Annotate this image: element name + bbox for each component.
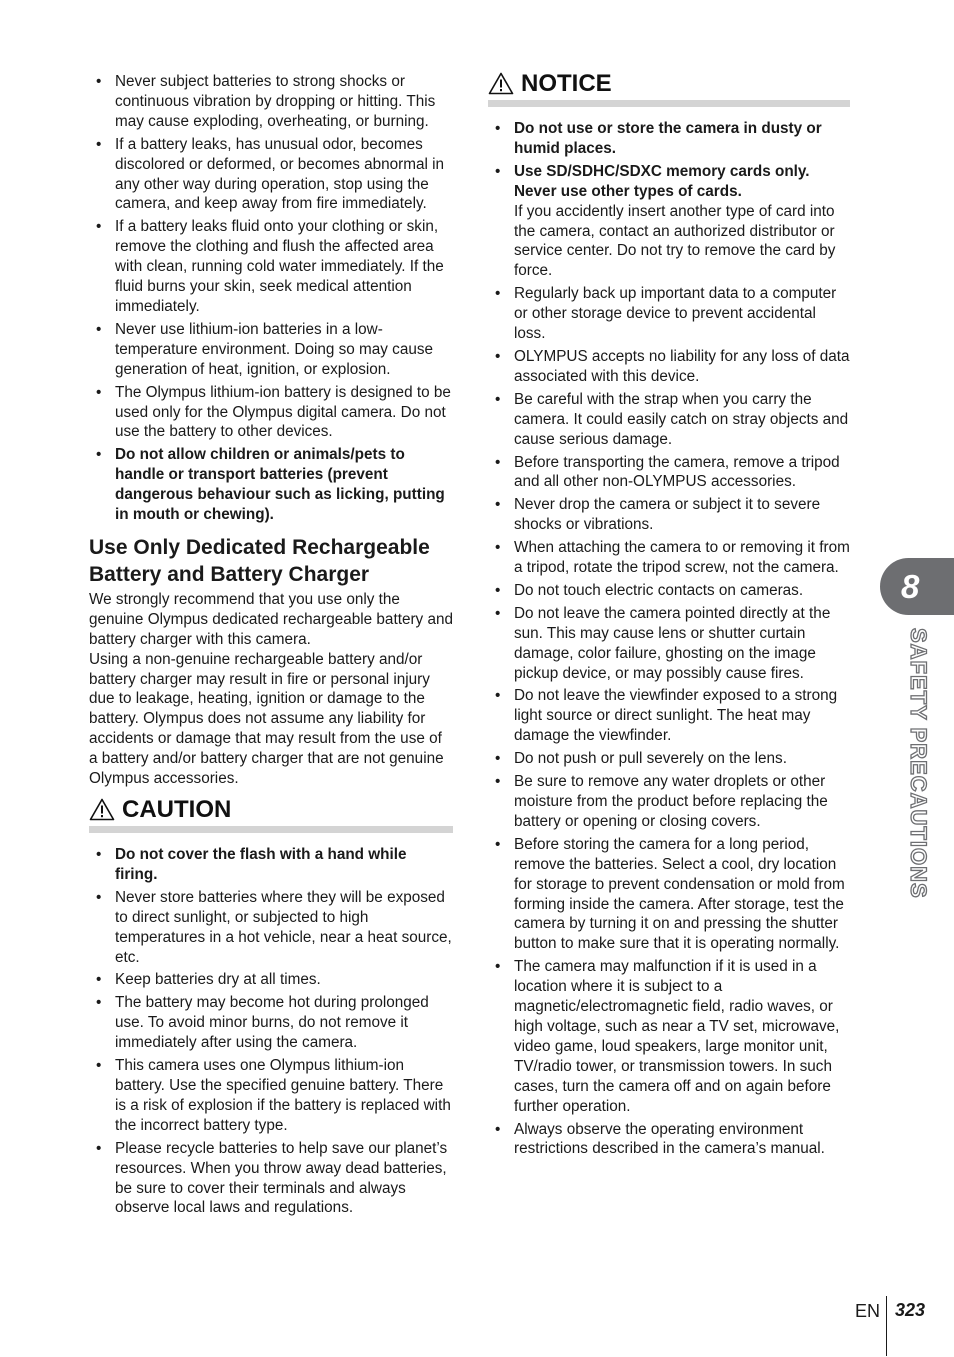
list-item	[89, 993, 453, 1053]
list-item	[89, 217, 453, 317]
list-item-text: Please recycle batteries to help save our planet’s resources. When you throw away dead batteries, be sure to cover their terminals and always observe local laws and regulations.	[115, 1139, 448, 1217]
bullet-icon: •	[495, 347, 501, 365]
list-item-text: This camera uses one Olympus lithium-ion battery. Use the specified genuine battery. There is a risk of explosion if the battery is replaced with the incorrect battery type.	[115, 1057, 451, 1134]
battery-warning-list	[89, 72, 453, 525]
list-item	[488, 162, 850, 281]
list-item	[89, 970, 453, 990]
right-column	[488, 70, 850, 1162]
list-item	[488, 1120, 850, 1160]
warning-triangle-icon	[488, 72, 514, 95]
bullet-icon: •	[96, 320, 102, 338]
bullet-icon: •	[495, 581, 501, 599]
list-item-text: Regularly back up important data to a computer or other storage device to prevent accidental loss.	[514, 285, 837, 343]
list-item	[488, 686, 850, 746]
notice-label: NOTICE	[521, 70, 612, 97]
list-item	[89, 72, 453, 132]
bullet-icon: •	[495, 835, 501, 853]
list-item-text: Be careful with the strap when you carry the camera. It could easily catch on stray objects and cause serious damage.	[514, 390, 849, 448]
list-item-text: Do not leave the camera pointed directly at the sun. This may cause lens or shutter curtain damage, color failure, ghosting on the image pickup device, or may possibly cause fires.	[514, 604, 831, 682]
list-item-text: Do not cover the flash with a hand while firing.	[115, 846, 407, 883]
list-item-text: Before storing the camera for a long period, remove the batteries. Select a cool, dry location for storage to prevent condensation or mold from forming inside the camera. After storage, test the camera by turning it on and pressing the shutter button to make sure that it is operating normally.	[514, 835, 845, 953]
list-item-text: The battery may become hot during prolonged use. To avoid minor burns, do not remove it immediately after using the camera.	[115, 994, 429, 1052]
bullet-icon: •	[495, 496, 501, 514]
list-item	[488, 119, 850, 159]
list-item-text: Always observe the operating environment restrictions described in the camera’s manual.	[514, 1120, 825, 1158]
list-item	[488, 749, 850, 769]
list-item-text: Never store batteries where they will be exposed to direct sunlight, or subjected to high temperatures in a hot vehicle, near a heat source, etc.	[115, 888, 452, 966]
bullet-icon: •	[495, 539, 501, 557]
bullet-icon: •	[96, 135, 102, 153]
list-item-text: Do not allow children or animals/pets to handle or transport batteries (prevent dangerous behaviour such as licking, putting in mouth or chewing).	[115, 446, 445, 524]
list-item	[89, 445, 453, 525]
bullet-icon: •	[96, 846, 102, 863]
bullet-icon: •	[96, 446, 102, 464]
section-subheading: Use Only Dedicated Rechargeable Battery and Battery Charger	[89, 535, 430, 586]
list-item-detail: If you accidently insert another type of card into the camera, contact an authorized distributor or service center. Do not try to remove the card by force.	[514, 202, 836, 280]
caution-heading	[89, 796, 453, 833]
list-item-text: Use SD/SDHC/SDXC memory cards only. Never use other types of cards.	[514, 162, 810, 200]
left-column	[89, 70, 453, 1221]
list-item	[488, 390, 850, 450]
bullet-icon: •	[96, 888, 102, 906]
warning-triangle-icon	[89, 798, 115, 821]
list-item-text: Do not leave the viewfinder exposed to a strong light source or direct sunlight. The heat may damage the viewfinder.	[514, 687, 838, 745]
list-item-text: The Olympus lithium-ion battery is designed to be used only for the Olympus digital camera. Do not use the battery to other devices.	[115, 383, 451, 441]
bullet-icon: •	[495, 285, 501, 303]
bullet-icon: •	[96, 218, 102, 236]
notice-list	[488, 119, 850, 1159]
intro-paragraph: We strongly recommend that you use only the genuine Olympus dedicated rechargeable battery and battery charger with this camera.	[89, 590, 453, 648]
list-item	[89, 135, 453, 215]
list-item-text: Never use lithium-ion batteries in a low-temperature environment. Doing so may cause generation of heat, ignition, or explosion.	[115, 320, 433, 378]
list-item	[89, 1056, 453, 1136]
list-item-text: If a battery leaks fluid onto your clothing or skin, remove the clothing and flush the affected area with clean, running cold water immediately. If the fluid burns your skin, seek medical attention immediately.	[115, 218, 444, 315]
bullet-icon: •	[495, 453, 501, 471]
list-item-text: Never drop the camera or subject it to severe shocks or vibrations.	[514, 496, 821, 534]
list-item	[488, 453, 850, 493]
footer-language: EN	[855, 1301, 881, 1321]
list-item-text: The camera may malfunction if it is used in a location where it is subject to a magnetic/electromagnetic field, radio waves, or high voltage, such as near a TV set, microwave, video game, loud speakers, large monitor unit, TV/radio tower, or transmission towers. In such cases, turn the camera off and on again before further operation.	[514, 958, 840, 1115]
list-item	[488, 604, 850, 684]
list-item	[488, 835, 850, 954]
list-item-text: When attaching the camera to or removing it from a tripod, rotate the tripod screw, not the camera.	[514, 539, 850, 577]
list-item-text: Be sure to remove any water droplets or other moisture from the product before replacing the battery or opening or closing covers.	[514, 773, 828, 830]
list-item-text: Before transporting the camera, remove a tripod and all other non-OLYMPUS accessories.	[514, 453, 840, 491]
list-item	[89, 320, 453, 380]
notice-heading	[488, 70, 850, 107]
caution-list	[89, 845, 453, 1218]
chapter-number: 8	[901, 568, 920, 605]
bullet-icon: •	[96, 1139, 102, 1157]
bullet-icon: •	[495, 604, 501, 622]
list-item	[89, 888, 453, 968]
bullet-icon: •	[96, 994, 102, 1012]
list-item-text: If a battery leaks, has unusual odor, becomes discolored or deformed, or becomes abnormal in any other way during operation, stop using the camera, and keep away from fire immediately.	[115, 135, 445, 213]
bullet-icon: •	[495, 1120, 501, 1138]
list-item	[488, 347, 850, 387]
footer-divider	[886, 1296, 887, 1356]
bullet-icon: •	[495, 390, 501, 408]
bullet-icon: •	[495, 120, 501, 137]
list-item-text: Do not use or store the camera in dusty or humid places.	[514, 120, 822, 157]
bullet-icon: •	[495, 773, 501, 791]
bullet-icon: •	[96, 383, 102, 401]
caution-label: CAUTION	[122, 796, 232, 823]
bullet-icon: •	[495, 687, 501, 705]
list-item-text: Do not touch electric contacts on cameras.	[514, 581, 804, 599]
bullet-icon: •	[96, 73, 102, 90]
bullet-icon: •	[495, 958, 501, 976]
chapter-title: SAFETY PRECAUTIONS	[906, 628, 931, 899]
list-item	[89, 383, 453, 443]
list-item-text: Never subject batteries to strong shocks or continuous vibration by dropping or hitting. This may cause exploding, overheating, or burning.	[115, 73, 436, 130]
bullet-icon: •	[96, 971, 102, 989]
bullet-icon: •	[495, 750, 501, 768]
list-item	[488, 538, 850, 578]
bullet-icon: •	[96, 1057, 102, 1075]
list-item	[89, 1139, 453, 1219]
list-item	[488, 581, 850, 601]
page-number: 323	[895, 1300, 926, 1320]
list-item	[488, 957, 850, 1116]
list-item-text: OLYMPUS accepts no liability for any loss of data associated with this device.	[514, 347, 850, 385]
bullet-icon: •	[495, 162, 501, 180]
list-item	[488, 772, 850, 832]
list-item	[89, 845, 453, 885]
list-item-text: Do not push or pull severely on the lens.	[514, 750, 787, 768]
list-item	[488, 495, 850, 535]
liability-paragraph: Using a non-genuine rechargeable battery and/or battery charger may result in fire or personal injury due to leakage, heating, ignition or damage to the battery. Olympus does not assume any liability for accidents or damage that may result from the use of a battery and/or battery charger that are not genuine Olympus accessories.	[89, 650, 444, 788]
list-item	[488, 284, 850, 344]
list-item-text: Keep batteries dry at all times.	[115, 971, 321, 989]
